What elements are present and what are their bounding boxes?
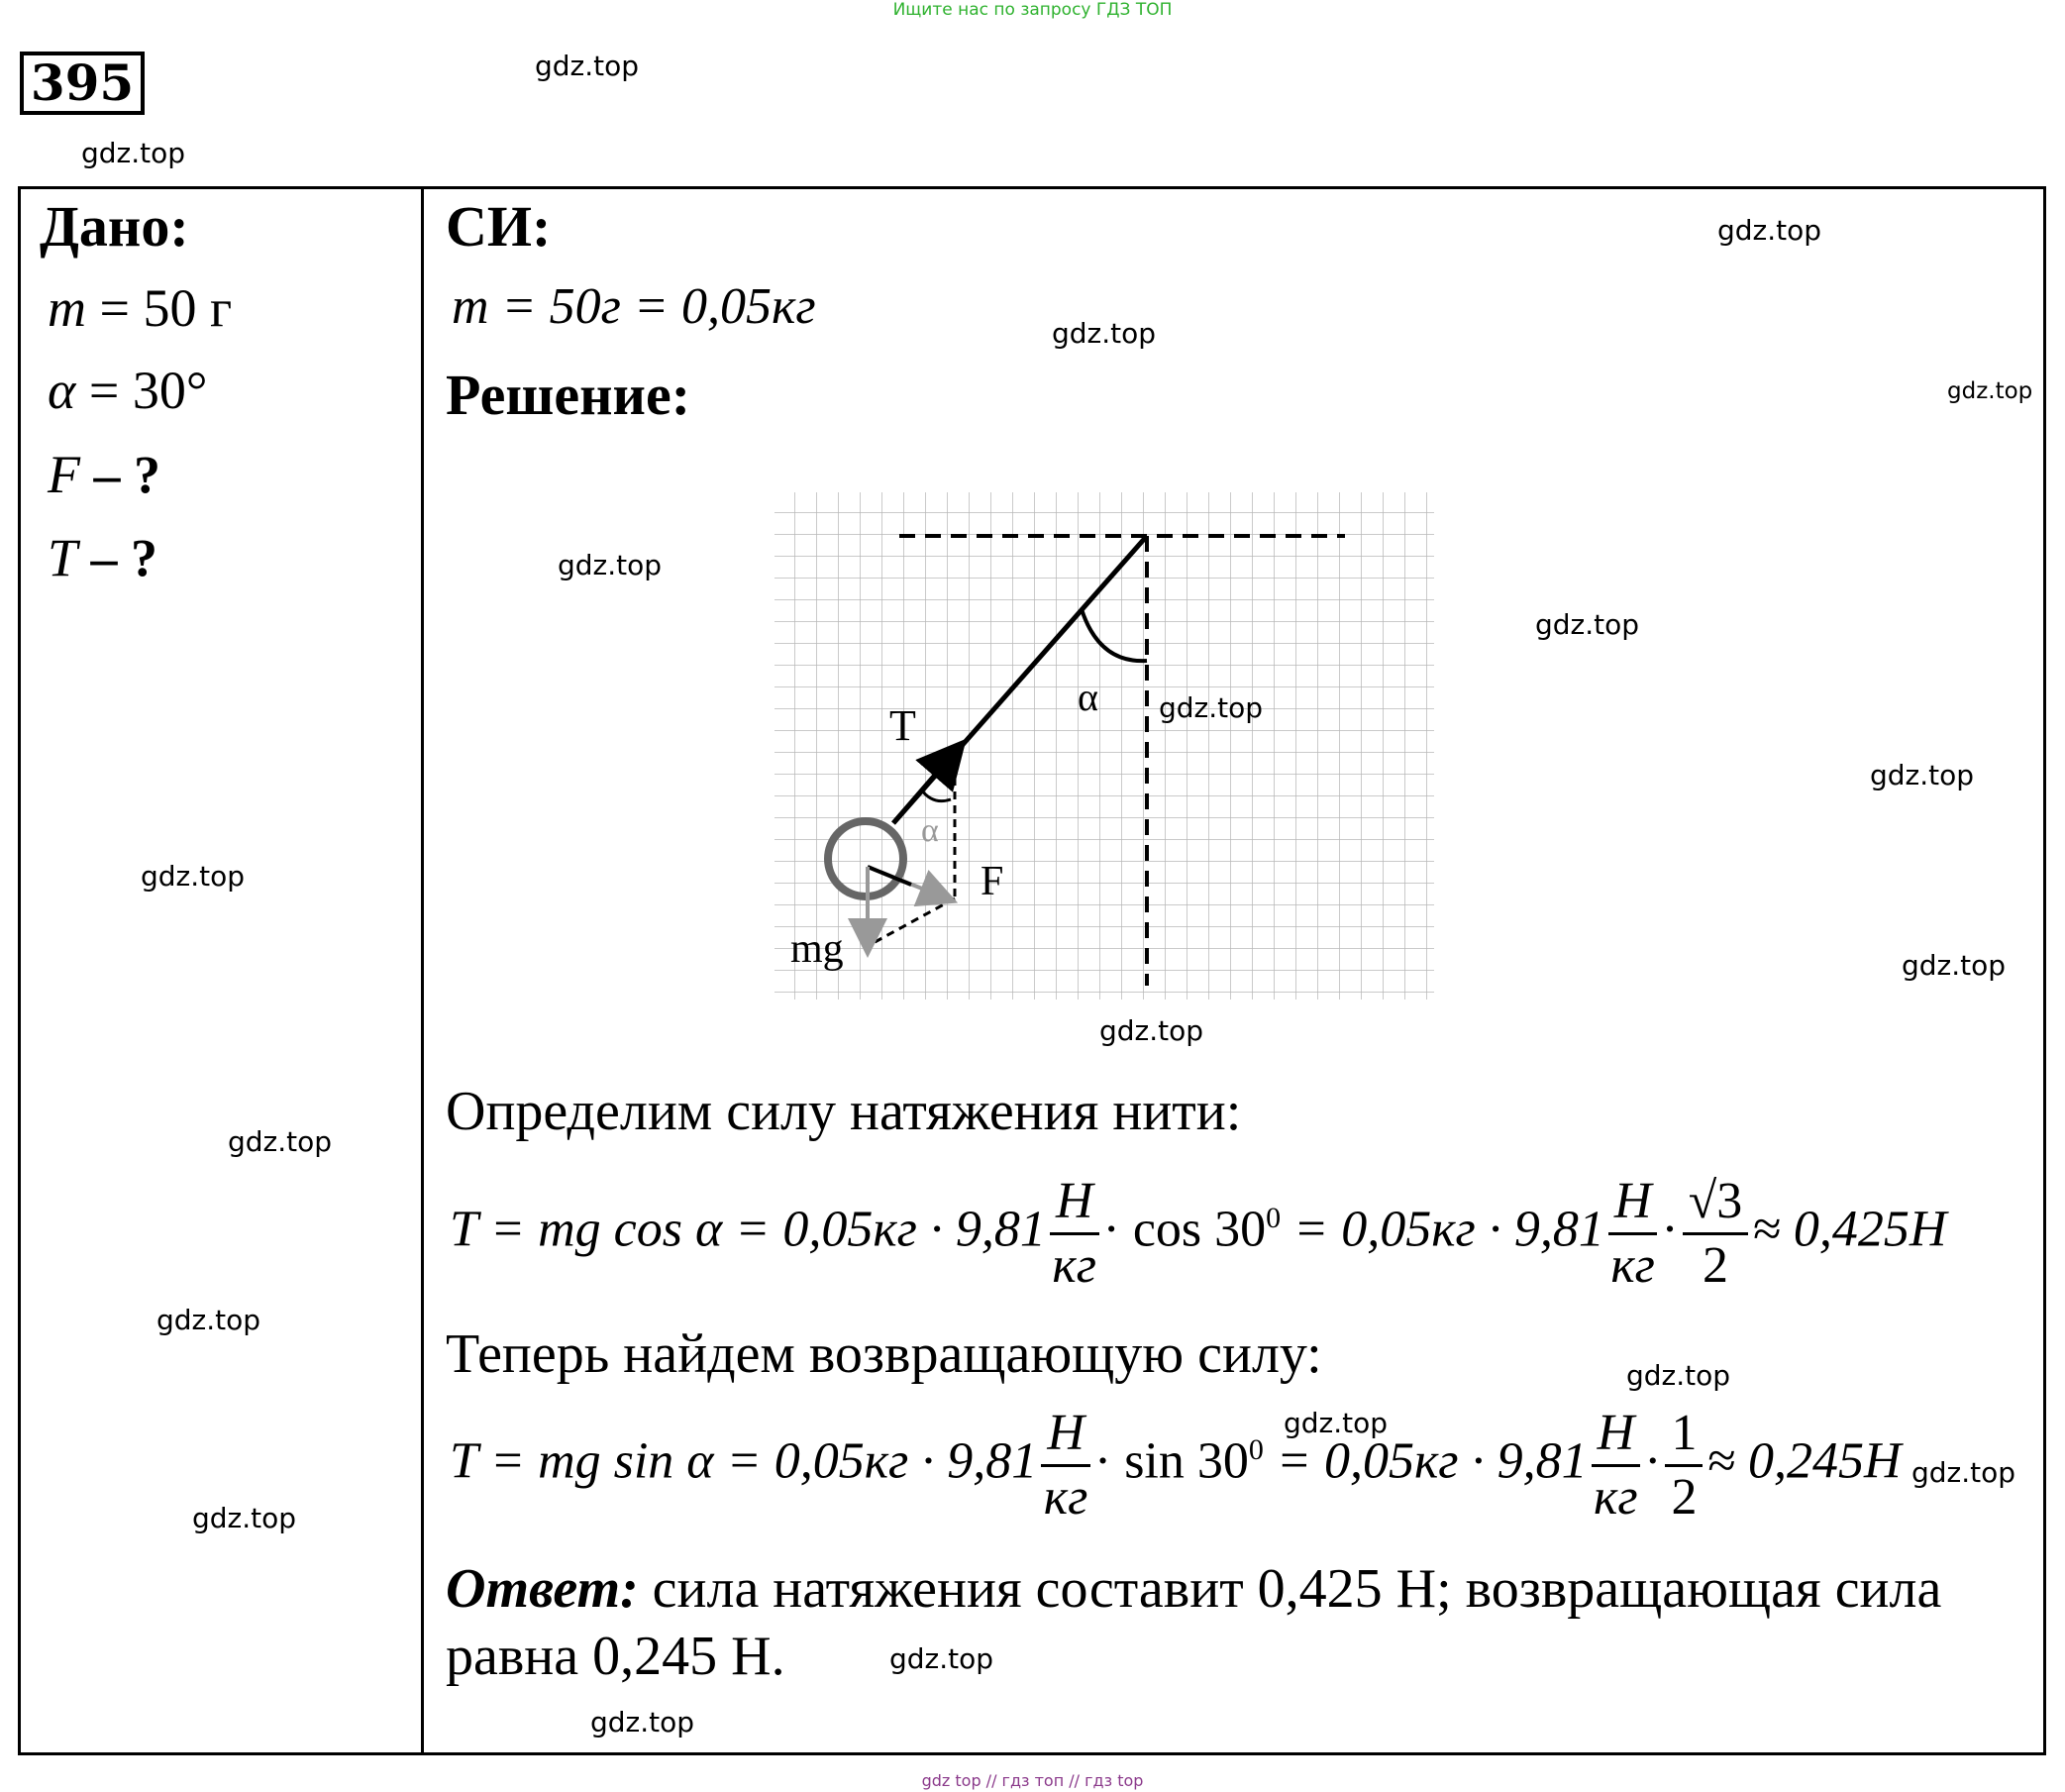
eq1-frac1-num: Н	[1050, 1171, 1099, 1235]
eq2-frac3	[1665, 1403, 1703, 1528]
watermark: gdz.top	[81, 137, 186, 169]
solution-heading: Решение:	[446, 363, 691, 427]
equation-tension	[450, 1171, 1946, 1297]
eq2-frac2-num: Н	[1592, 1403, 1641, 1467]
watermark: gdz.top	[1902, 949, 2007, 982]
eq2-frac1-den: кг	[1043, 1469, 1088, 1526]
watermark: gdz.top	[1284, 1407, 1389, 1439]
eq1-left: T = mg cos α = 0,05кг · 9,81	[450, 1201, 1046, 1258]
given-mass	[48, 277, 232, 339]
watermark: gdz.top	[192, 1502, 297, 1534]
watermark: gdz.top	[141, 860, 246, 893]
watermark: gdz.top	[535, 50, 640, 82]
answer-label: Ответ:	[446, 1558, 639, 1620]
eq2-dot: ·	[1644, 1432, 1662, 1490]
eq2-result: ≈ 0,245Н	[1706, 1432, 1902, 1490]
label-F: F	[981, 859, 1004, 904]
label-alpha: α	[1078, 675, 1098, 719]
eq1-frac2	[1608, 1171, 1658, 1297]
eq1-dot: ·	[1661, 1201, 1679, 1258]
given-angle-value: = 30°	[75, 361, 208, 420]
watermark: gdz.top	[1099, 1014, 1204, 1047]
watermark: gdz.top	[1717, 214, 1822, 247]
watermark: gdz.top	[558, 549, 663, 581]
eq2-frac1-num: Н	[1041, 1403, 1090, 1467]
label-mg: mg	[790, 926, 844, 972]
eq2-left: T = mg sin α = 0,05кг · 9,81	[450, 1432, 1038, 1490]
bottom-banner: gdz top // гдз топ // гдз top	[921, 1771, 1144, 1790]
var-F: F	[48, 445, 80, 504]
watermark: gdz.top	[156, 1304, 261, 1336]
eq1-frac2-num: Н	[1608, 1171, 1658, 1235]
eq1-result: ≈ 0,425Н	[1752, 1201, 1947, 1258]
equation-restoring	[450, 1403, 1902, 1528]
watermark: gdz.top	[1535, 608, 1640, 641]
given-F-question: – ?	[80, 445, 160, 504]
eq2-frac2-den: кг	[1594, 1469, 1638, 1526]
var-alpha: α	[48, 361, 76, 420]
watermark: gdz.top	[1870, 759, 1975, 791]
given-heading: Дано:	[40, 194, 189, 259]
eq1-frac3-den: 2	[1703, 1237, 1728, 1294]
given-mass-value: = 50 г	[86, 278, 233, 338]
eq1-sup: 0	[1266, 1202, 1282, 1235]
watermark: gdz.top	[228, 1125, 333, 1158]
eq2-sup: 0	[1248, 1433, 1264, 1467]
watermark: gdz.top	[1626, 1359, 1731, 1392]
eq1-frac3-num: √3	[1683, 1171, 1749, 1235]
grid-background	[774, 492, 1434, 1000]
given-T-question: – ?	[77, 528, 158, 587]
given-find-F	[48, 444, 160, 505]
answer-line-1	[446, 1557, 1941, 1621]
watermark: gdz.top	[1947, 378, 2033, 404]
var-T: T	[48, 528, 78, 587]
eq1-frac1-den: кг	[1052, 1237, 1097, 1294]
eq2-frac1	[1041, 1403, 1090, 1528]
eq1-frac2-den: кг	[1610, 1237, 1655, 1294]
eq2-mid2: = 0,05кг · 9,81	[1263, 1432, 1588, 1490]
answer-line-2: равна 0,245 Н.	[446, 1626, 785, 1687]
top-banner: Ищите нас по запросу ГДЗ ТОП	[892, 0, 1173, 20]
eq2-frac2	[1592, 1403, 1641, 1528]
problem-number: 395	[20, 52, 145, 115]
step1-text: Определим силу натяжения нити:	[446, 1081, 1242, 1142]
watermark: gdz.top	[1911, 1456, 2016, 1489]
si-heading: СИ:	[446, 194, 552, 259]
answer-text-1: сила натяжения составит 0,425 Н; возвращающая сила	[638, 1558, 1942, 1620]
watermark: gdz.top	[889, 1642, 994, 1675]
eq1-frac1	[1050, 1171, 1099, 1297]
eq1-mid2: = 0,05кг · 9,81	[1281, 1201, 1604, 1258]
column-divider	[421, 186, 424, 1755]
given-find-T	[48, 527, 157, 588]
pendulum-diagram	[773, 490, 1436, 1005]
eq2-frac3-den: 2	[1671, 1469, 1698, 1526]
si-conversion: m = 50г = 0,05кг	[452, 278, 816, 335]
eq2-mid: · sin 30	[1093, 1432, 1249, 1490]
watermark: gdz.top	[590, 1706, 695, 1739]
label-alpha-small: α	[921, 812, 939, 849]
eq2-frac3-num: 1	[1665, 1403, 1703, 1467]
eq1-mid: · cos 30	[1102, 1201, 1267, 1258]
label-T: T	[889, 701, 916, 750]
step2-text: Теперь найдем возвращающую силу:	[446, 1323, 1322, 1385]
watermark: gdz.top	[1052, 317, 1157, 350]
var-m: m	[48, 278, 86, 338]
given-angle	[48, 360, 207, 421]
watermark: gdz.top	[1159, 691, 1264, 724]
eq1-frac3	[1683, 1171, 1749, 1297]
